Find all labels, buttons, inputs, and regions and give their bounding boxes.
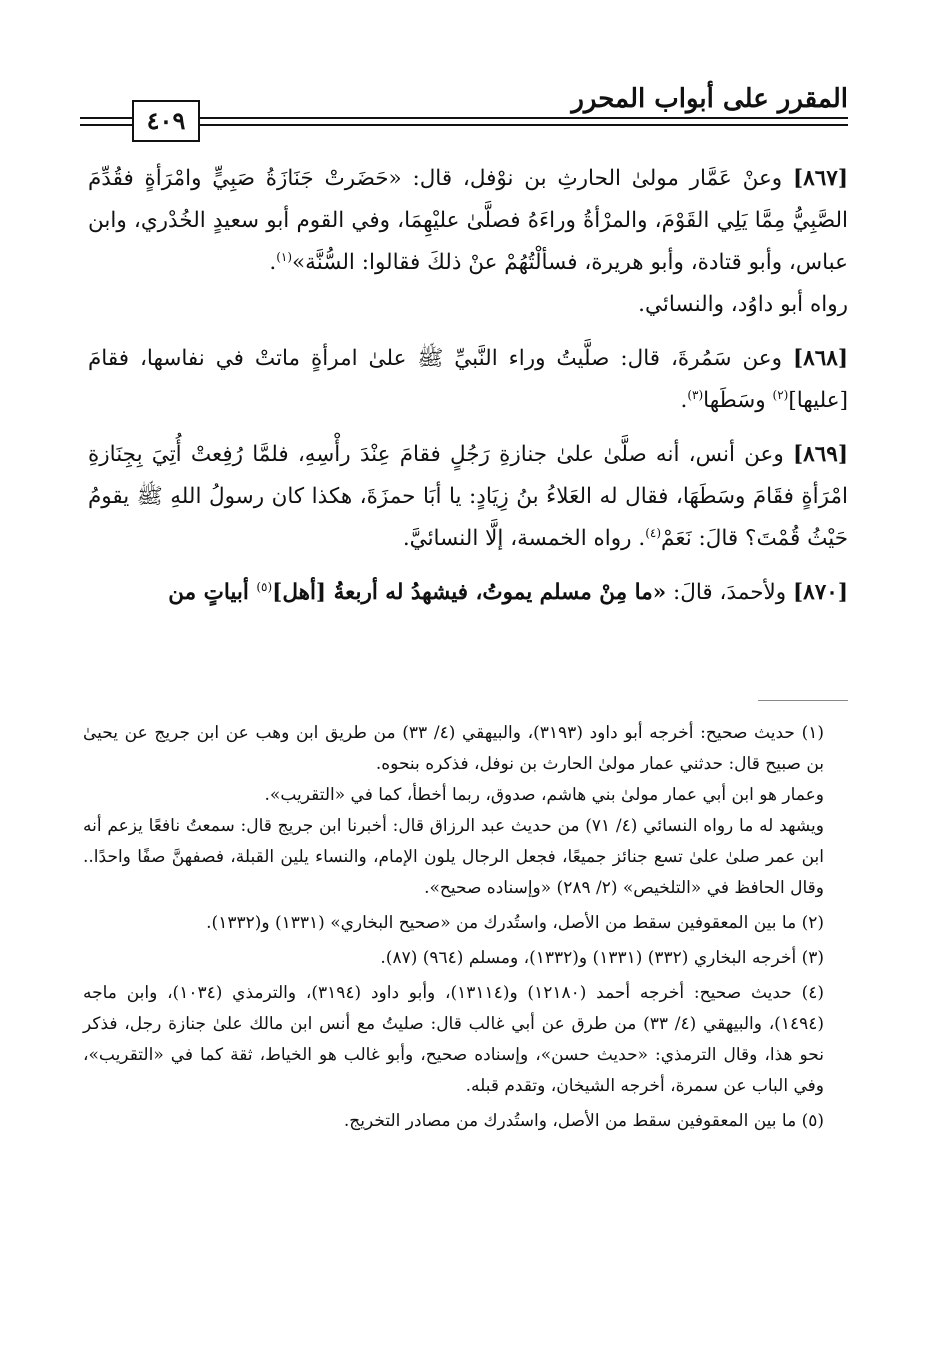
footnote-separator xyxy=(758,700,848,701)
footnote-line: وعمار هو ابن أبي عمار مولىٰ بني هاشم، صدوق، ربما أخطأ، كما في «التقريب». xyxy=(264,785,824,805)
hadith-number: [٨٧٠] xyxy=(792,580,848,605)
footnote-line: (٣) أخرجه البخاري (٣٣٢) (١٣٣١) و(١٣٣٢)، ومسلم (٩٦٤) (٨٧). xyxy=(380,948,824,968)
hadith-870 xyxy=(88,572,848,614)
hadith-text: وعن أنس، أنه صلَّىٰ علىٰ جنازةِ رَجُلٍ فقامَ عِنْدَ رأْسِهِ، فلمَّا رُفِعتْ أُتِيَ بِجِنَازةِ امْرَأةٍ فقَامَ وسَطَهَا، فقال له العَلاءُ بنُ زِيَادٍ: يا أبَا حمزَةَ، هكذا كان رسولُ اللهِ ﷺ يقومُ حَيْثُ قُمْتَ؟ قالَ: نَعَمْ xyxy=(88,442,848,551)
hadith-text: ولأحمدَ، قالَ: xyxy=(666,580,793,605)
footnote-ref: (٢) xyxy=(772,387,789,402)
footnote-ref: (١) xyxy=(276,249,293,264)
footnote-3 xyxy=(83,943,848,974)
page-number: ٤٠٩ xyxy=(132,100,200,142)
footnotes xyxy=(83,718,848,1141)
hadith-tail: . رواه الخمسة، إلَّا النسائيَّ. xyxy=(402,526,646,551)
footnote-line: (٢) ما بين المعقوفين سقط من الأصل، واستُدرك من «صحيح البخاري» (١٣٣١) و(١٣٣٢). xyxy=(206,913,824,933)
footnote-line: (٤) حديث صحيح: أخرجه أحمد (١٢١٨٠) و(١٣١١٤)، وأبو داود (٣١٩٤)، والترمذي (١٠٣٤)، وابن ماجه (١٤٩٤)، والبيهقي (٤/ ٣٣) من طرق عن أبي غالب قال: صليتُ مع أنس ابن مالك علىٰ جنازة رجل، فذكر نحو هذا، وقال الترمذي: «حديث حسن»، وإسناده صحيح، وأبو غالب هو الخياط، ثقة كما في «التقريب»، وفي الباب عن سمرة، أخرجه الشيخان، وتقدم قبله. xyxy=(83,983,824,1096)
hadith-number: [٨٦٨] xyxy=(792,346,848,371)
hadith-869 xyxy=(88,434,848,560)
footnote-1 xyxy=(83,718,848,904)
hadith-867 xyxy=(88,158,848,326)
main-text xyxy=(88,158,848,626)
hadith-source: رواه أبو داوُد، والنسائي. xyxy=(638,292,848,317)
hadith-868 xyxy=(88,338,848,422)
hadith-tail: . xyxy=(680,388,688,413)
footnote-5 xyxy=(83,1106,848,1137)
hadith-number: [٨٦٩] xyxy=(792,442,848,467)
footnote-line: ويشهد له ما رواه النسائي (٤/ ٧١) من حديث عبد الرزاق قال: أخبرنا ابن جريج قال: سمعتُ نافعًا يزعم أنه ابن عمر صلىٰ علىٰ تسع جنائز جميعًا، فجعل الرجال يلون الإمام، والنساء يلين القبلة، فصفهنَّ صفًا واحدًا.. وقال الحافظ في «التلخيص» (٢/ ٢٨٩) «وإسناده صحيح». xyxy=(83,816,824,898)
running-title: المقرر على أبواب المحرر xyxy=(571,84,848,114)
hadith-text: وعنْ عَمَّار مولىٰ الحارثِ بن نوْفل، قال: «حَضَرتْ جَنَازَةُ صَبِيٍّ وامْرَأةٍ فقُدِّمَ الصَّبِيُّ مِمَّا يَلِي القَوْمَ، والمرْأةُ وراءَهُ فصلَّىٰ عليْهِمَا، وفي القوم أبو سعيدٍ الخُدْري، وابن عباس، وأبو قتادة، وأبو هريرة، فسألْتُهُمْ عنْ ذلكَ فقالوا: السُّنَّة» xyxy=(88,166,848,275)
hadith-number: [٨٦٧] xyxy=(792,166,848,191)
footnote-ref: (٥) xyxy=(256,579,273,594)
footnote-2 xyxy=(83,908,848,939)
footnote-line: (٥) ما بين المعقوفين سقط من الأصل، واستُدرك من مصادر التخريج. xyxy=(343,1111,824,1131)
footnote-ref: (٤) xyxy=(645,525,662,540)
hadith-text: وعن سَمُرةَ، قال: صلَّيتُ وراء النَّبيِّ ﷺ علىٰ امرأةٍ ماتتْ في نفاسها، فقامَ [عليها] xyxy=(88,346,848,413)
hadith-quote: «ما مِنْ مسلم يموتُ، فيشهدُ له أربعةُ [أهل] xyxy=(272,580,667,605)
footnote-ref: (٣) xyxy=(687,387,704,402)
hadith-tail: . xyxy=(269,250,277,275)
hadith-quote-tail: أبياتٍ من xyxy=(168,580,257,605)
hadith-text-continued: وسَطَها xyxy=(703,388,773,413)
footnote-line: (١) حديث صحيح: أخرجه أبو داود (٣١٩٣)، والبيهقي (٤/ ٣٣) من طريق ابن وهب عن ابن جريج عن يحيىٰ بن صبيح قال: حدثني عمار مولىٰ الحارث بن نوفل، فذكره بنحوه. xyxy=(83,723,824,774)
footnote-4 xyxy=(83,978,848,1102)
